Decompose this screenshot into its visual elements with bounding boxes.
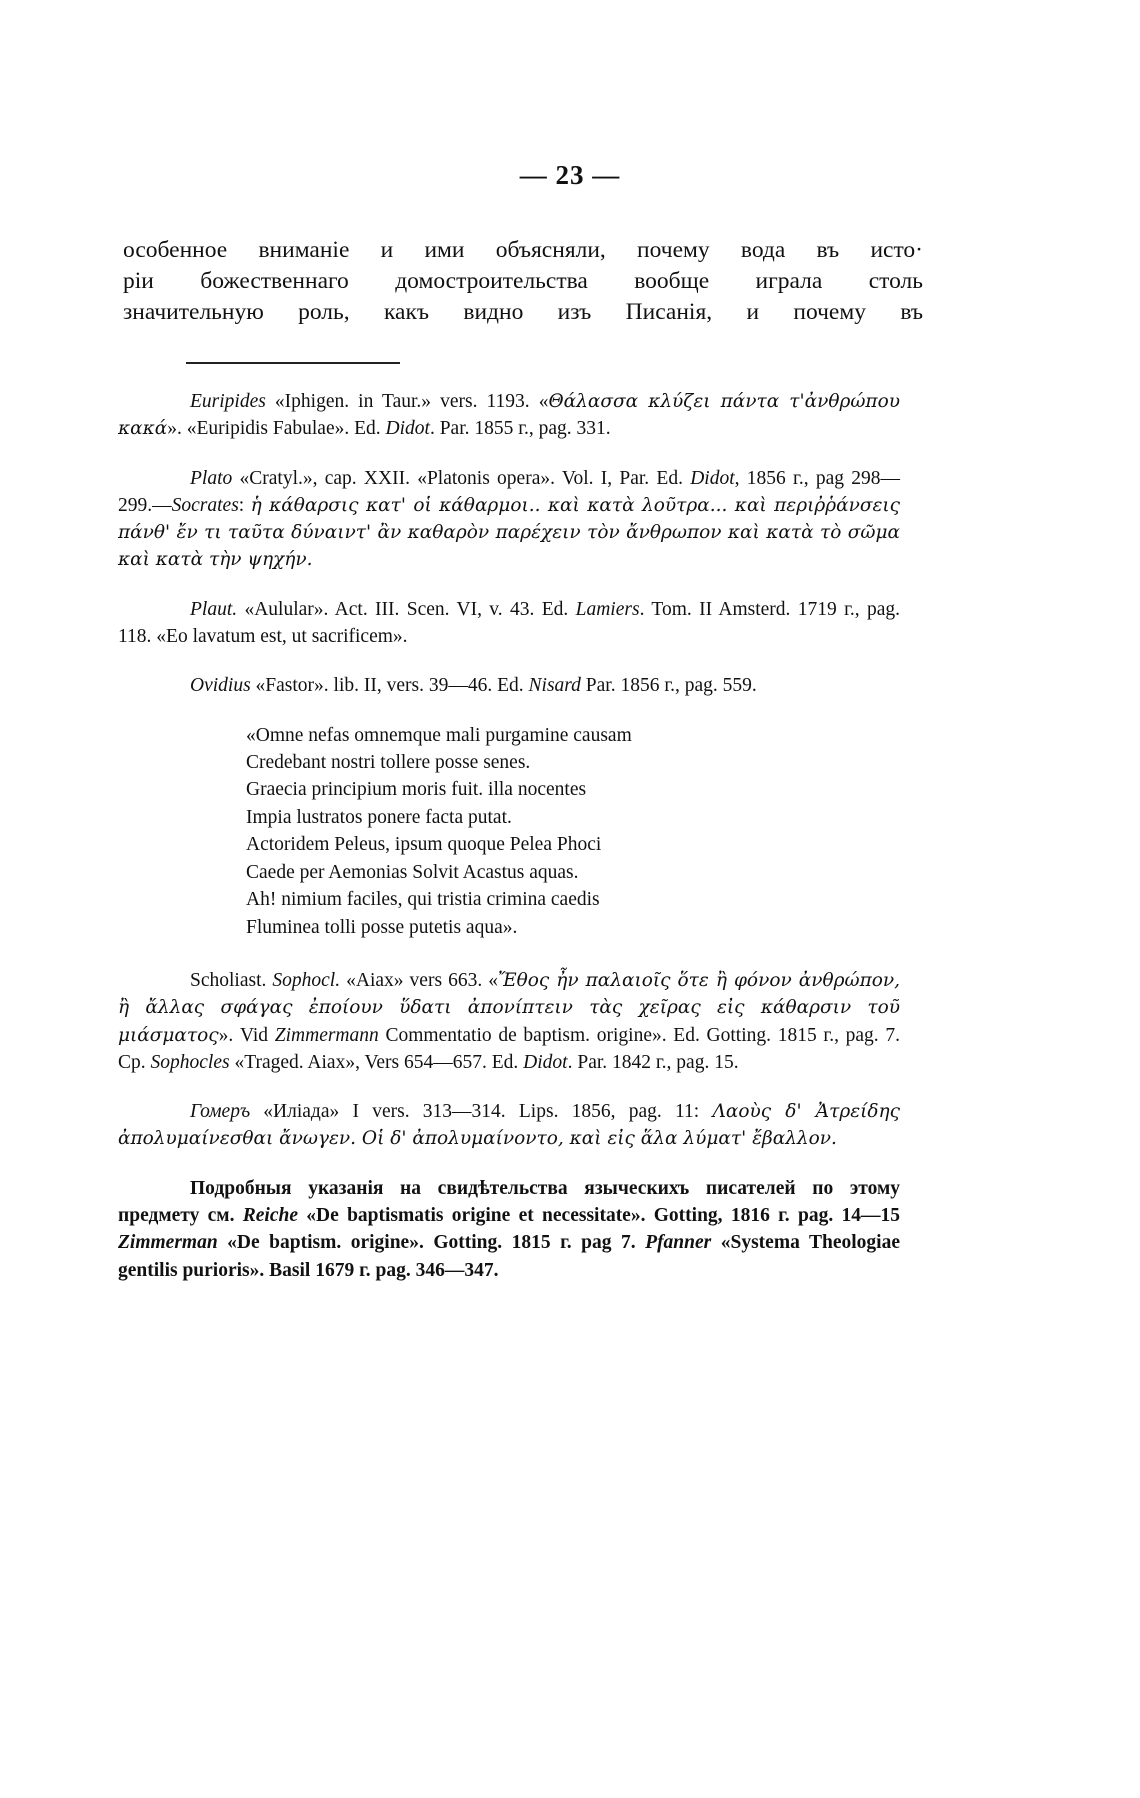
note-text: . Par. 1855 г., pag. 331.: [429, 418, 611, 440]
note-scholiast: [118, 967, 900, 1076]
note-author: Plaut.: [190, 598, 238, 620]
note-reference: Zimmermann: [274, 1024, 379, 1046]
note-text: «Fastor». lib. II, vers. 39—46. Ed.: [250, 675, 529, 697]
note-text: «De baptism. origine». Gotting. 1815 г. pag 7.: [217, 1232, 646, 1254]
ovid-poem: [246, 722, 900, 941]
note-plautus: [118, 596, 900, 651]
footnotes: [118, 388, 900, 1306]
note-reference: Zimmerman: [118, 1232, 218, 1254]
note-text: Подробныя указанія на свидѣтельства языческихъ писателей по этому предмету см.: [118, 1177, 900, 1226]
note-reference: Pfanner: [645, 1232, 712, 1254]
note-speaker: Socrates: [171, 494, 239, 516]
note-editor: Nisard: [528, 675, 581, 697]
note-text: , 1856 г., pag 298—299.—: [118, 467, 900, 516]
body-line: ріи божественнаго домостроительства вообще играла столь: [123, 268, 923, 294]
poem-line: Actoridem Peleus, ipsum quoque Pelea Phoci: [246, 834, 602, 856]
greek-quote: ἡ κάθαρσις κατ' οἱ κάθαρμοι.. καὶ κατὰ λοῦτρα... καὶ περιῤῥάνσεις πάνθ' ἔν τι ταῦτα δύναιντ' ἂν καθαρὸν παρέχειν τὸν ἄνθρωπον καὶ κατὰ τὸ σῶμα καὶ κατὰ τὴν ψηχήν.: [118, 494, 901, 571]
note-text: ». «Euripidis Fabulae». Ed.: [167, 418, 386, 440]
note-editor: Didot: [523, 1051, 568, 1073]
note-reference: Reiche: [242, 1205, 298, 1226]
note-text: . Par. 1842 г., pag. 15.: [567, 1051, 739, 1073]
note-homer: [118, 1098, 900, 1153]
body-line: особенное вниманіе и ими объясняли, почему вода въ исто·: [123, 237, 923, 263]
note-reference: Sophocles: [150, 1051, 230, 1073]
note-euripides: [118, 388, 900, 443]
note-text: «Иліада» I vers. 313—314. Lips. 1856, pag. 11:: [250, 1101, 713, 1123]
note-text: «De baptismatis origine et necessitate». Gotting, 1816 г. pag. 14—15: [298, 1205, 900, 1226]
note-text: Par. 1856 г., pag. 559.: [580, 675, 757, 697]
note-sources: [118, 1175, 900, 1284]
footnote-separator: [186, 362, 400, 364]
main-body-text: [123, 235, 923, 328]
note-ovid: [118, 672, 900, 699]
note-text: «Traged. Aiax», Vers 654—657. Ed.: [229, 1051, 524, 1073]
greek-quote: Λαοὺς δ' Ἀτρείδης ἀπολυμαίνεσθαι ἄνωγεν. Οἱ δ' ἀπολυμαίνοντο, καὶ εἰς ἅλα λύματ' ἔβαλλον.: [118, 1101, 900, 1150]
page-number: — 23 —: [519, 160, 621, 190]
poem-line: Caede per Aemonias Solvit Acastus aquas.: [246, 861, 579, 883]
poem-line: «Omne nefas omnemque mali purgamine causam: [246, 724, 632, 746]
note-text: «Systema Theologiae gentilis purioris». Basil 1679 г. pag. 346—347.: [118, 1232, 900, 1281]
greek-quote: Θάλασσα κλύζει πάντα τ'ἀνθρώπου κακά: [118, 391, 900, 440]
note-editor: Didot: [690, 467, 735, 489]
greek-quote: Ἔθος ἦν παλαιοῖς ὅτε ἢ φόνον ἀνθρώπον, ἢ ἄλλας σφάγας ἐποίουν ὕδατι ἀπονίπτειν τὰς χεῖρας εἰς κάθαρσιν τοῦ μιάσματος: [118, 969, 900, 1046]
note-text: «Aiax» vers 663. «: [340, 969, 498, 991]
note-text: «Aulular». Act. III. Scen. VI, v. 43. Ed.: [237, 598, 576, 620]
note-editor: Lamiers: [575, 598, 640, 620]
note-text: :: [238, 494, 251, 516]
poem-line: Impia lustratos ponere facta putat.: [246, 806, 512, 828]
note-author: Euripides: [190, 391, 266, 412]
note-text: «Iphigen. in Taur.» vers. 1193. «: [265, 391, 549, 412]
note-text: Scholiast.: [190, 969, 273, 991]
note-author: Гомеръ: [190, 1101, 251, 1123]
note-text: ». Vid: [218, 1024, 275, 1046]
note-text: . Tom. II Amsterd. 1719 г., pag. 118. «Eo lavatum est, ut sacrificem».: [118, 598, 901, 648]
note-text: Commentatio de baptism. origine». Ed. Gotting. 1815 г., pag. 7. Cp.: [118, 1024, 900, 1073]
poem-line: Fluminea tolli posse putetis aqua».: [246, 916, 518, 938]
body-line: значительную роль, какъ видно изъ Писанія, и почему въ: [123, 299, 923, 325]
poem-line: Ah! nimium faciles, qui tristia crimina caedis: [246, 889, 600, 911]
poem-line: Credebant nostri tollere posse senes.: [246, 752, 531, 774]
note-plato: [118, 465, 900, 574]
poem-line: Graecia principium moris fuit. illa nocentes: [246, 779, 587, 801]
note-author: Plato: [190, 467, 233, 489]
note-editor: Didot: [385, 418, 430, 440]
note-author: Ovidius: [190, 675, 251, 697]
note-author: Sophocl.: [272, 969, 341, 991]
note-text: «Cratyl.», cap. XXII. «Platonis opera». Vol. I, Par. Ed.: [232, 467, 691, 489]
